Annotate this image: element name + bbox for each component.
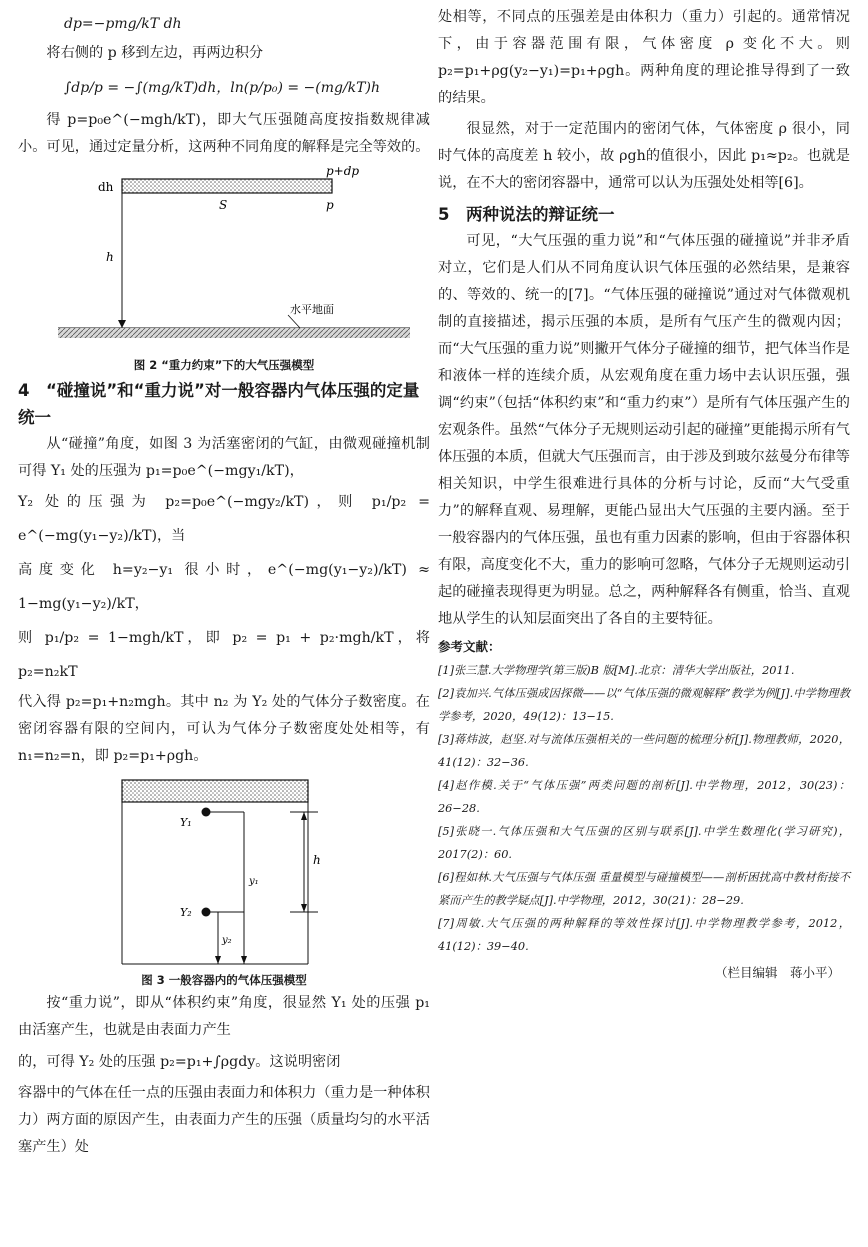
sec5-paragraph: 可见，“大气压强的重力说”和“气体压强的碰撞说”并非矛盾对立，它们是人们从不同角度认识气体压强的必然结果，是兼容的、等效的、统一的[7]。“气体压强的碰撞说”通过对气体微观机制的直接描述，揭示压强的本质，是所有气压产生的微观内因；而“大气压强的重力说”则撇开气体分子碰撞的细节，把气体当作是和液体一样的连续介质，从宏观角度在重力场中去认识压强，强调“约束”（包括“体积约束”和“重力约束”）是所有气体压强产生的宏观条件。虽然“气体分子无规则运动引起的碰撞”更能揭示所有气体压强的本质，但就大气压强而言，由于涉及到玻尔兹曼分布律等相关知识，中学生很难进行具体的分析与讨论，反而“大气受重力”的解释直观、易理解，更能凸显出大气压强的主要内涵。至于一般容器内的气体压强，虽也有重力因素的影响，但由于容器体积有限，高度变化不大，重力的影响可忽略，气体分子无规则运动引起的碰撞表现得更为明显。总之，两种解释各有侧重，恰当、直观地从学生的认知层面突出了各自的主要特征。: [438, 233, 850, 627]
figure-2-caption: 图 2 “重力约束”下的大气压强模型: [133, 358, 315, 372]
label-S: S: [219, 198, 228, 212]
section-5-title: 5 两种说法的辩证统一: [438, 205, 615, 224]
references-list: [438, 659, 850, 958]
label-Y1: Y₁: [180, 816, 192, 829]
reference-item: [5]张晓一.气体压强和大气压强的区别与联系[J].中学生数理化(学习研究)，2017(2)：60.: [438, 825, 850, 861]
paragraph-move: 将右侧的 p 移到左边，再两边积分: [46, 45, 264, 61]
figure-2-diagram: [18, 165, 430, 355]
equation-integral: ∫dp/p = −∫(mg/kT)dh，ln(p/p₀) = −(mg/kT)h: [64, 80, 380, 96]
sec4-para-2: Y₂ 处的压强为 p₂=p₀e^(−mgy₂/kT)，则 p₁/p₂ = e^(−mg(y₁−y₂)/kT)，当: [18, 494, 430, 544]
reference-item: [6]程如林.大气压强与气体压强 重量模型与碰撞模型——剖析困扰高中教材衔接不紧而产生的教学疑点[J].中学物理，2012，30(21)：28−29.: [438, 871, 850, 907]
references-title: 参考文献：: [438, 639, 501, 654]
figure-3-caption: 图 3 一般容器内的气体压强模型: [141, 973, 307, 987]
reference-item: [4]赵作模.关于“气体压强”两类问题的剖析[J].中学物理，2012，30(23)：26−28.: [438, 779, 850, 815]
sec4-para-4: 则 p₁/p₂ = 1−mgh/kT，即 p₂ = p₁ + p₂·mgh/kT，将 p₂=n₂kT: [18, 630, 430, 680]
equation-dp: dp=−pmg/kT dh: [64, 16, 182, 32]
label-dh: dh: [98, 180, 114, 194]
piston: [122, 780, 308, 802]
label-y1: y₁: [249, 876, 259, 887]
label-h: h: [106, 250, 114, 264]
figure-3: [18, 778, 430, 966]
air-slab: [122, 179, 332, 193]
paragraph-continued: 处相等，不同点的压强差是由体积力（重力）引起的。通常情况下，由于容器范围有限，气体密度 ρ 变化不大。则 p₂=p₁+ρg(y₂−y₁)=p₁+ρgh。两种角度的理论推导得到了一致的结果。: [438, 9, 850, 106]
label-pdp: p+dp: [326, 165, 360, 178]
paragraph-result: 得 p=p₀e^(−mgh/kT)，即大气压强随高度按指数规律减小。可见，通过定量分析，这两种不同角度的解释是完全等效的。: [18, 112, 430, 155]
label-p: p: [326, 198, 334, 212]
reference-item: [1]张三慧.大学物理学(第三版)B 版[M].北京：清华大学出版社，2011.: [438, 664, 795, 677]
sec4-para-1: 从“碰撞”角度，如图 3 为活塞密闭的气缸，由微观碰撞机制可得 Y₁ 处的压强为 p₁=p₀e^(−mgy₁/kT)，: [18, 436, 430, 479]
reference-item: [3]蒋炜波，赵坚.对与流体压强相关的一些问题的梳理分析[J].物理教师，2020，41(12)：32−36.: [438, 733, 850, 769]
sec4-para-3: 高度变化 h=y₂−y₁ 很小时，e^(−mg(y₁−y₂)/kT) ≈ 1−mg(y₁−y₂)/kT，: [18, 562, 430, 612]
label-ground: 水平地面: [290, 303, 334, 316]
left-column: [18, 0, 430, 1161]
label-Y2: Y₂: [180, 906, 192, 919]
figure-2: [18, 165, 430, 355]
sec4-para-5: 代入得 p₂=p₁+n₂mgh。其中 n₂ 为 Y₂ 处的气体分子数密度。在密闭容器有限的空间内，可认为气体分子数密度处处相等，有 n₁=n₂=n，即 p₂=p₁+ρgh。: [18, 694, 430, 764]
figure-3-diagram: [18, 778, 430, 966]
label-y2: y₂: [222, 935, 232, 946]
column-editor: （栏目编辑 蒋小平）: [714, 965, 840, 980]
reference-item: [2]袁加兴.气体压强成因探微——以“气体压强的微观解释”教学为例[J].中学物理教学参考，2020，49(12)：13−15.: [438, 687, 850, 723]
gravity-para-3: 容器中的气体在任一点的压强由表面力和体积力（重力是一种体积力）两方面的原因产生，由表面力产生的压强（质量均匀的水平活塞产生）处: [18, 1085, 430, 1155]
reference-item: [7]周敏.大气压强的两种解释的等效性探讨[J].中学物理教学参考，2012，41(12)：39−40.: [438, 917, 850, 953]
label-h: h: [313, 853, 321, 867]
right-column: [438, 0, 850, 988]
ground: [58, 328, 410, 338]
gravity-para-1: 按“重力说”，即从“体积约束”角度，很显然 Y₁ 处的压强 p₁ 由活塞产生，也就是由表面力产生: [18, 995, 430, 1038]
section-4-title: 4 “碰撞说”和“重力说”对一般容器内气体压强的定量统一: [18, 381, 420, 427]
paragraph-clear: 很显然，对于一定范围内的密闭气体，气体密度 ρ 很小，同时气体的高度差 h 较小，故 ρgh的值很小，因此 p₁≈p₂。也就是说，在不大的密闭容器中，通常可以认为压强处处相等[6]。: [438, 121, 850, 191]
gravity-para-2: 的，可得 Y₂ 处的压强 p₂=p₁+∫ρgdy。这说明密闭: [18, 1054, 341, 1070]
